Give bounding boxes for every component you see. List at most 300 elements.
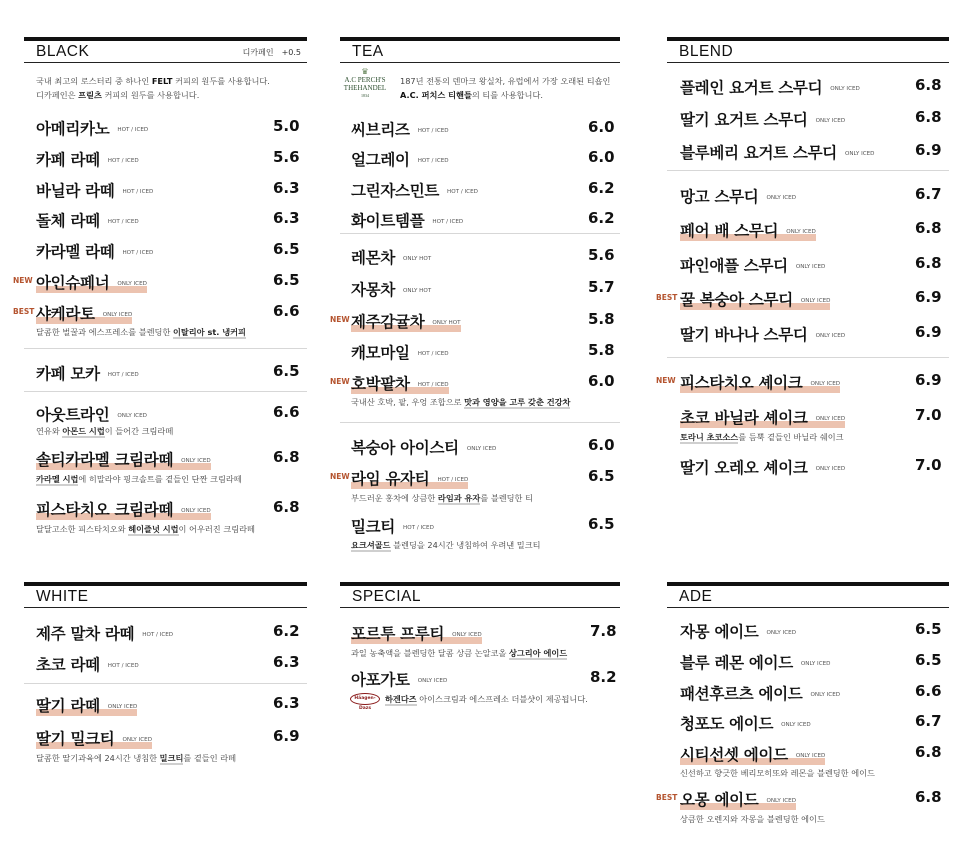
menu-item[interactable] (680, 620, 942, 648)
menu-item-name-text: 밀크티 (351, 518, 396, 536)
menu-item-badge: BEST (13, 307, 35, 316)
menu-item-price: 5.7 (588, 278, 615, 296)
menu-item-description (385, 694, 588, 705)
description-text: 이 들어간 크림라떼 (104, 426, 174, 436)
menu-item-description (351, 540, 541, 551)
menu-item-tag: ONLY ICED (810, 692, 841, 698)
menu-item-price: 6.5 (588, 515, 615, 533)
menu-item[interactable] (36, 448, 300, 476)
menu-item-price: 6.9 (915, 288, 942, 306)
menu-item-tag: ONLY ICED (766, 195, 797, 201)
menu-item-name (351, 278, 431, 300)
menu-item-name-text: 딸기 밀크티 (36, 730, 115, 748)
menu-item-price: 6.5 (588, 467, 615, 485)
menu-item-name-text: 망고 스무디 (680, 188, 759, 206)
menu-item[interactable] (351, 179, 615, 207)
menu-item[interactable] (36, 622, 300, 650)
menu-item-badge: NEW (656, 376, 676, 385)
description-highlight: 헤이즐넛 시럽 (128, 524, 179, 534)
menu-item[interactable] (36, 498, 300, 526)
section-header-tea (340, 37, 620, 63)
description-highlight: 상그리아 에이드 (508, 648, 568, 658)
description-highlight: 이탈리아 st. 냉커피 (172, 327, 246, 337)
menu-item[interactable] (680, 682, 942, 710)
menu-item-badge: NEW (330, 472, 350, 481)
menu-item-price: 6.8 (273, 498, 300, 516)
description-text: 부드러운 홍차에 상큼한 (351, 493, 438, 503)
menu-item-name-text: 딸기 오레오 셰이크 (680, 459, 808, 477)
menu-item-tag: ONLY ICED (815, 416, 846, 422)
menu-item-description (680, 814, 825, 825)
menu-item-tag: ONLY HOT (403, 256, 432, 262)
menu-item-price: 6.7 (915, 712, 942, 730)
menu-item-name (351, 372, 449, 394)
menu-item-tag: HOT / ICED (417, 158, 449, 164)
menu-item-name-text: 캐모마일 (351, 344, 410, 362)
menu-item-tag: ONLY ICED (815, 118, 846, 124)
menu-item-name (36, 362, 139, 384)
menu-item-price: 5.6 (273, 148, 300, 166)
menu-item-tag: ONLY ICED (181, 508, 211, 514)
menu-item-tag: ONLY ICED (766, 798, 797, 804)
menu-item-badge: NEW (330, 377, 350, 386)
description-text: 연유와 (36, 426, 63, 436)
menu-item-name (680, 651, 830, 673)
description-text: 아이스크림과 에스프레소 더블샷이 제공됩니다. (416, 694, 588, 704)
menu-item[interactable] (680, 371, 942, 399)
menu-item-name-text: 오몽 에이드 (680, 791, 759, 809)
menu-item-tag: ONLY ICED (122, 737, 153, 743)
menu-item-description (351, 397, 570, 408)
menu-item-name-text: 카페 모카 (36, 365, 100, 383)
menu-item[interactable] (36, 240, 300, 268)
menu-item-price: 6.9 (273, 727, 300, 745)
menu-item-description (36, 327, 246, 338)
section-header-white (24, 582, 307, 608)
menu-item-name-text: 바닐라 라떼 (36, 182, 115, 200)
description-text: 달콤한 벌꿀과 에스프레소를 블렌딩한 (36, 327, 173, 337)
decaf-label: 디카페인 (242, 48, 274, 57)
menu-item-price: 6.7 (915, 185, 942, 203)
menu-item-name-text: 제주감귤차 (351, 313, 425, 331)
menu-item[interactable] (351, 515, 615, 543)
menu-item-name (351, 622, 482, 644)
menu-item-badge: BEST (656, 793, 678, 802)
menu-item-name (36, 448, 211, 470)
description-highlight: 하겐다즈 (385, 694, 417, 704)
section-black (24, 37, 307, 63)
description-text: 블렌딩을 24시간 냉침하여 우려낸 밀크티 (390, 540, 541, 550)
menu-item-name (680, 712, 811, 734)
menu-item[interactable] (351, 310, 615, 338)
section-title-tea: TEA (352, 43, 384, 60)
menu-item-description (680, 432, 844, 443)
menu-item-name-text: 자몽 에이드 (680, 623, 759, 641)
menu-item-description (351, 493, 533, 504)
menu-item-name-text: 꿀 복숭아 스무디 (680, 291, 793, 309)
menu-item-price: 5.6 (588, 246, 615, 264)
menu-item-tag: ONLY ICED (810, 381, 841, 387)
menu-item[interactable] (680, 254, 942, 282)
crown-icon: ♛ (361, 67, 369, 76)
menu-item-tag: ONLY ICED (795, 264, 826, 270)
menu-item-tag: ONLY ICED (107, 704, 138, 710)
menu-item-price: 6.9 (915, 323, 942, 341)
menu-item-name (36, 727, 152, 749)
menu-item-name-text: 자몽차 (351, 281, 396, 299)
divider (340, 233, 620, 234)
menu-item-tag: ONLY ICED (181, 458, 211, 464)
menu-item-tag: ONLY HOT (403, 288, 432, 294)
menu-item-name (351, 341, 449, 363)
section-title-special: SPECIAL (352, 588, 421, 605)
description-text: 달콤한 딸기과육에 24시간 냉침한 (36, 753, 160, 763)
menu-item-name (36, 694, 137, 716)
section-title-ade: ADE (679, 588, 713, 605)
menu-item[interactable] (351, 668, 617, 696)
menu-item-price: 6.8 (915, 219, 942, 237)
section-white (24, 582, 307, 608)
divider (667, 170, 949, 171)
menu-item-tag: HOT / ICED (417, 351, 449, 357)
menu-item-tag: HOT / ICED (107, 663, 139, 669)
menu-item-name-text: 제주 말차 라떼 (36, 625, 135, 643)
menu-item[interactable] (351, 372, 615, 400)
menu-item-tag: HOT / ICED (437, 477, 469, 483)
menu-item-name (351, 668, 447, 690)
section-header-black (24, 37, 307, 63)
menu-item-name (351, 209, 463, 231)
menu-item-name (680, 743, 825, 765)
menu-item-name-text: 아웃트라인 (36, 406, 110, 424)
menu-item-price: 6.2 (588, 209, 615, 227)
menu-item-name (36, 498, 211, 520)
menu-item-price: 6.3 (273, 694, 300, 712)
menu-item-name (680, 254, 825, 276)
menu-item[interactable] (351, 436, 615, 464)
menu-item-name (36, 209, 139, 231)
menu-item-name-text: 아인슈페너 (36, 274, 110, 292)
menu-item-name-text: 딸기 바나나 스무디 (680, 326, 808, 344)
divider (667, 357, 949, 358)
menu-item-description (36, 524, 255, 535)
menu-item-name (351, 118, 449, 140)
menu-item-name (36, 271, 147, 293)
menu-item-tag: ONLY HOT (432, 320, 461, 326)
menu-item-price: 7.0 (915, 456, 942, 474)
menu-item-name-text: 피스타치오 셰이크 (680, 374, 803, 392)
description-text: 상큼한 오렌지와 자몽을 블렌딩한 에이드 (680, 814, 825, 824)
menu-item-name-text: 솔티카라멜 크림라떼 (36, 451, 174, 469)
menu-item-name-text: 초코 라떼 (36, 656, 100, 674)
menu-item-tag: HOT / ICED (107, 158, 139, 164)
menu-item-name-text: 복숭아 아이스티 (351, 439, 459, 457)
menu-item[interactable] (680, 76, 942, 104)
menu-item-name (680, 620, 796, 642)
menu-item-tag: ONLY ICED (102, 312, 133, 318)
menu-item-tag: HOT / ICED (107, 219, 139, 225)
menu-item[interactable] (36, 653, 300, 681)
menu-item-name-text: 시티선셋 에이드 (680, 746, 788, 764)
menu-item-tag: ONLY ICED (795, 753, 826, 759)
menu-item-name (36, 302, 132, 324)
menu-item-name (351, 310, 461, 332)
menu-item[interactable] (680, 456, 942, 484)
description-highlight: 맛과 영양을 고루 갖춘 건강차 (464, 397, 571, 407)
black-description: 국내 최고의 로스터리 중 하나인 FELT 커피의 원두를 사용합니다. 디카페인은 프릳츠 커피의 원두를 사용합니다. (36, 76, 270, 100)
section-title-blend: BLEND (679, 43, 734, 60)
description-highlight: 요크셔골드 (351, 540, 391, 550)
menu-item-tag: ONLY ICED (452, 632, 482, 638)
menu-item[interactable] (36, 148, 300, 176)
menu-item-name (680, 219, 816, 241)
menu-item[interactable] (36, 271, 300, 299)
menu-item-name (36, 148, 139, 170)
menu-item-price: 6.8 (273, 448, 300, 466)
menu-item-tag: HOT / ICED (122, 250, 154, 256)
menu-item-tag: HOT / ICED (122, 189, 154, 195)
menu-item-name-text: 딸기 라떼 (36, 697, 100, 715)
menu-item-name-text: 얼그레이 (351, 151, 410, 169)
menu-item-tag: HOT / ICED (447, 189, 478, 195)
description-text: 과일 농축액을 블렌딩한 달콤 상큼 논알코올 (351, 648, 509, 658)
section-title-black: BLACK (36, 43, 90, 60)
menu-item-tag: HOT / ICED (432, 219, 464, 225)
menu-item-tag: HOT / ICED (403, 525, 434, 531)
menu-item-price: 6.8 (915, 788, 942, 806)
menu-item-price: 6.5 (273, 362, 300, 380)
menu-item-tag: ONLY ICED (417, 678, 448, 684)
menu-item-price: 6.0 (588, 436, 615, 454)
menu-item[interactable] (680, 788, 942, 816)
menu-item-tag: ONLY ICED (815, 466, 846, 472)
menu-item-price: 6.5 (273, 271, 300, 289)
menu-item-tag: HOT / ICED (117, 127, 149, 133)
description-highlight: 아몬드 시럽 (62, 426, 105, 436)
menu-item-tag: ONLY ICED (466, 446, 497, 452)
description-text: 를 블렌딩한 티 (480, 493, 533, 503)
description-text: 에 히말라야 핑크솔트를 곁들인 단짠 크림라떼 (78, 474, 242, 484)
section-blend (667, 37, 949, 63)
menu-item[interactable] (351, 148, 615, 176)
description-highlight: 밀크티 (159, 753, 184, 763)
section-header-special (340, 582, 620, 608)
menu-item-name-text: 초코 바닐라 셰이크 (680, 409, 808, 427)
decaf-note (235, 47, 301, 58)
menu-item-name (680, 788, 796, 810)
menu-item[interactable] (36, 117, 300, 145)
menu-item-price: 6.8 (915, 743, 942, 761)
menu-item-description (680, 768, 875, 779)
menu-item-price: 5.0 (273, 117, 300, 135)
menu-item-tag: HOT / ICED (417, 128, 449, 134)
menu-item[interactable] (680, 743, 942, 771)
menu-item-price: 6.0 (588, 118, 615, 136)
divider (24, 683, 307, 684)
menu-item[interactable] (351, 622, 617, 650)
menu-item-name (351, 467, 468, 489)
menu-item-tag: ONLY ICED (800, 661, 831, 667)
section-header-ade (667, 582, 949, 608)
menu-item[interactable] (680, 651, 942, 679)
menu-item-name-text: 파인애플 스무디 (680, 257, 788, 275)
menu-item-name (351, 148, 449, 170)
menu-item-name (680, 323, 845, 345)
menu-item-name (36, 653, 139, 675)
menu-item-name-text: 카페 라떼 (36, 151, 100, 169)
divider (340, 422, 620, 423)
menu-item-price: 6.9 (915, 371, 942, 389)
menu-item-price: 6.6 (915, 682, 942, 700)
menu-item-name (680, 185, 796, 207)
menu-item-price: 6.8 (915, 108, 942, 126)
menu-item-name-text: 블루 레몬 에이드 (680, 654, 793, 672)
menu-item-price: 7.0 (915, 406, 942, 424)
menu-item-name (36, 240, 153, 262)
menu-item-price: 6.3 (273, 209, 300, 227)
menu-item-price: 6.9 (915, 141, 942, 159)
menu-item-name (680, 288, 830, 310)
menu-item-price: 6.8 (915, 254, 942, 272)
menu-item-price: 8.2 (590, 668, 617, 686)
menu-item-price: 5.8 (588, 341, 615, 359)
menu-item-name-text: 패션후르츠 에이드 (680, 685, 803, 703)
menu-item-name-text: 페어 배 스무디 (680, 222, 779, 240)
menu-item-tag: ONLY ICED (830, 86, 860, 92)
menu-item-name (351, 246, 431, 268)
menu-item-name (680, 456, 845, 478)
menu-item[interactable] (36, 302, 300, 330)
menu-item-name-text: 포르투 프루티 (351, 625, 445, 643)
menu-item-price: 6.3 (273, 653, 300, 671)
menu-item-name-text: 딸기 요거트 스무디 (680, 111, 808, 129)
menu-item[interactable] (351, 467, 615, 495)
menu-item-badge: BEST (656, 293, 678, 302)
menu-item-price: 7.8 (590, 622, 617, 640)
menu-item-name-text: 화이트템플 (351, 212, 425, 230)
menu-item[interactable] (680, 288, 942, 316)
menu-item-price: 6.6 (273, 302, 300, 320)
menu-item-name-text: 청포도 에이드 (680, 715, 774, 733)
tea-description: 187년 전통의 덴마크 왕실차, 유럽에서 가장 오래된 티숍인 A.C. 퍼치스 티핸들의 티를 사용합니다. (400, 76, 611, 100)
menu-item-description (36, 753, 236, 764)
menu-item[interactable] (351, 278, 615, 306)
description-text: 를 곁들인 라떼 (183, 753, 237, 763)
menu-item[interactable] (36, 179, 300, 207)
description-text: 달달고소한 피스타치오와 (36, 524, 129, 534)
section-header-blend (667, 37, 949, 63)
menu-item-name-text: 카라멜 라떼 (36, 243, 115, 261)
menu-item-price: 6.2 (588, 179, 615, 197)
haagen-dazs-logo: Häagen-Dazs (350, 693, 380, 705)
menu-item-name-text: 돌체 라떼 (36, 212, 100, 230)
menu-item-tag: ONLY ICED (766, 630, 797, 636)
menu-item[interactable] (680, 323, 942, 351)
description-text: 를 듬뿍 곁들인 바닐라 쉐이크 (738, 432, 844, 442)
menu-item[interactable] (36, 362, 300, 390)
menu-item[interactable] (680, 712, 942, 740)
menu-item-name (36, 403, 147, 425)
menu-item-price: 6.6 (273, 403, 300, 421)
menu-item-name (680, 141, 875, 163)
description-text: 국내산 호박, 팥, 우엉 조합으로 (351, 397, 465, 407)
menu-item-name (351, 179, 478, 201)
menu-item-tag: ONLY ICED (815, 333, 846, 339)
menu-item-name (36, 179, 153, 201)
menu-item[interactable] (36, 209, 300, 237)
menu-item-tag: ONLY ICED (844, 151, 875, 157)
menu-item-name-text: 플레인 요거트 스무디 (680, 79, 823, 97)
menu-item[interactable] (680, 219, 942, 247)
menu-item-name (680, 371, 840, 393)
menu-item-name (351, 436, 496, 458)
menu-item-tag: ONLY ICED (786, 229, 816, 235)
menu-item[interactable] (36, 727, 300, 755)
menu-item-tag: ONLY ICED (117, 413, 147, 419)
menu-item-name-text: 호박팥차 (351, 375, 410, 393)
menu-item-badge: NEW (330, 315, 350, 324)
section-tea (340, 37, 620, 63)
menu-item-name-text: 아포가토 (351, 671, 410, 689)
menu-item-name (36, 622, 173, 644)
menu-item-name-text: 레몬차 (351, 249, 396, 267)
divider (24, 391, 307, 392)
menu-item-name-text: 피스타치오 크림라떼 (36, 501, 174, 519)
menu-item-name-text: 아메리카노 (36, 120, 110, 138)
menu-item-price: 6.5 (915, 620, 942, 638)
menu-item-name-text: 씨브리즈 (351, 121, 410, 139)
description-highlight: 토라니 초코소스 (680, 432, 739, 442)
menu-item-tag: ONLY ICED (781, 722, 811, 728)
menu-item-name (680, 76, 860, 98)
description-highlight: 카라멜 시럽 (36, 474, 79, 484)
menu-item-price: 6.0 (588, 372, 615, 390)
menu-item-tag: ONLY ICED (800, 298, 831, 304)
menu-item-name-text: 라임 유자티 (351, 470, 430, 488)
divider (24, 348, 307, 349)
menu-item-description (36, 426, 173, 437)
section-title-white: WHITE (36, 588, 89, 605)
menu-item-tag: HOT / ICED (142, 632, 174, 638)
menu-item-description (351, 648, 567, 659)
menu-item[interactable] (680, 185, 942, 213)
menu-item[interactable] (351, 246, 615, 274)
menu-item-description (36, 474, 242, 485)
menu-item-tag: ONLY ICED (117, 281, 147, 287)
menu-item-tag: HOT / ICED (417, 382, 449, 388)
menu-item-name (351, 515, 434, 537)
section-special (340, 582, 620, 608)
menu-item[interactable] (680, 108, 942, 136)
menu-item-price: 6.8 (915, 76, 942, 94)
description-text: 이 어우러진 크림라떼 (178, 524, 255, 534)
menu-item[interactable] (680, 406, 942, 434)
menu-item[interactable] (680, 141, 942, 169)
menu-item-price: 6.3 (273, 179, 300, 197)
menu-item-name (680, 682, 840, 704)
description-highlight: 라임과 유자 (437, 493, 481, 503)
menu-item-name-text: 그린자스민트 (351, 182, 440, 200)
menu-item[interactable] (36, 694, 300, 722)
menu-item-name (680, 108, 845, 130)
menu-item-price: 5.8 (588, 310, 615, 328)
menu-item-price: 6.2 (273, 622, 300, 640)
section-ade (667, 582, 949, 608)
ac-perchs-logo: ♛ A.C PERCH'S THEHANDEL 1834 (340, 68, 390, 104)
menu-item[interactable] (351, 341, 615, 369)
menu-item[interactable] (351, 118, 615, 146)
description-text: 신선하고 향긋한 베리모히또와 레몬을 블렌딩한 에이드 (680, 768, 875, 778)
